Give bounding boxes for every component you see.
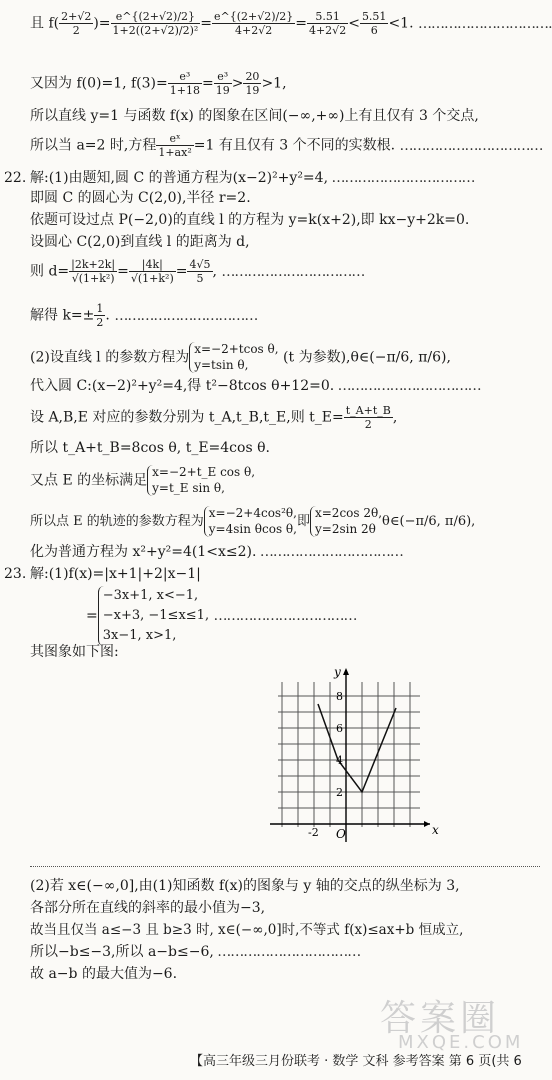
fraction: $\frac{5.51}{6}$ xyxy=(361,10,387,38)
q22-line-9: 设 A,B,E 对应的参数分别为 t_A,t_B,t_E,则 t_E= $\frac{t\_A+t\_B}{2}$ , xyxy=(30,404,398,432)
origin-label: O xyxy=(336,827,346,841)
text-line-3: 所以直线 y=1 与函数 f(x) 的图象在区间(−∞,+∞)上有且仅有 3 个交点, xyxy=(30,108,479,124)
y-axis-arrow xyxy=(343,668,349,675)
q22-line-2: 即圆 C 的圆心为 C(2,0),半径 r=2. xyxy=(30,190,251,206)
y-tick-2: 2 xyxy=(336,786,343,799)
y-tick-4: 4 xyxy=(336,754,343,767)
q23-piecewise: =−3x+1, x<−1, −x+3, −1≤x≤1, 3x−1, x>1, …………………………… xyxy=(86,586,357,646)
x-tick-neg2: -2 xyxy=(308,826,319,839)
fraction: $\frac{2+√2}{2}$ xyxy=(61,10,92,38)
q22-line-3: 依题可设过点 P(−2,0)的直线 l 的方程为 y=k(x+2),即 kx−y+2k=0. xyxy=(30,212,470,228)
fraction: $\frac{|2k+2k|}{\text{√(1+k²)}}$ xyxy=(71,258,116,286)
case-brace: x=2cos 2θ, y=2sin 2θ xyxy=(310,506,382,537)
q22-line-8: 代入圆 C:(x−2)²+y²=4,得 t²−8tcos θ+12=0. …………………………… xyxy=(30,378,481,395)
q23-line-2: 其图象如下图: xyxy=(30,644,119,660)
q22-line-1: 解:(1)由题知,圆 C 的普通方程为(x−2)²+y²=4, …………………………… xyxy=(30,170,474,187)
text: 且 f xyxy=(30,15,54,32)
q22-line-4: 设圆心 C(2,0)到直线 l 的距离为 d, xyxy=(30,234,250,250)
dotted-separator xyxy=(30,866,540,867)
case-brace: x=−2+4cos²θ, y=4sin θcos θ, xyxy=(204,506,297,537)
case-brace: −3x+1, x<−1, −x+3, −1≤x≤1, 3x−1, x>1, xyxy=(98,586,209,646)
watermark: 答案圈 xyxy=(380,998,501,1039)
question-23-number: 23. xyxy=(4,566,27,582)
fraction: $\frac{e\^{}\{(2+√2)/2\}}{4+2√2}$ xyxy=(214,10,294,38)
equation-line-2: 又因为 f(0)=1, f(3)= $\frac{\text{e³}}{1+18}$ = $\frac{\text{e³}}{19}$ > $\frac{20}{19}$ >1, xyxy=(30,70,287,98)
fraction: $\frac{1}{2}$ xyxy=(96,302,104,330)
case-brace: x=−2+tcos θ, y=tsin θ, xyxy=(189,342,278,373)
function-graph xyxy=(270,662,450,847)
fraction: $\frac{5.51}{4+2√2}$ xyxy=(308,10,347,38)
fraction: $\frac{\text{e³}}{19}$ xyxy=(215,70,230,98)
fraction: $\frac{t\_A+t\_B}{2}$ xyxy=(345,404,391,432)
watermark-url: MXQE.COM xyxy=(398,1032,524,1053)
question-22-number: 22. xyxy=(4,170,27,186)
q23-line-6: 所以−b≤−3,所以 a−b≤−6, …………………………… xyxy=(30,944,360,961)
fraction: $\frac{\text{eˣ}}{\text{1+ax²}}$ xyxy=(158,132,192,160)
case-brace: x=−2+t_E cos θ, y=t_E sin θ, xyxy=(147,465,255,496)
q22-line-10: 所以 t_A+t_B=8cos θ, t_E=4cos θ. xyxy=(30,440,270,456)
q22-line-13: 化为普通方程为 x²+y²=4(1<x≤2). …………………………… xyxy=(30,544,403,561)
q22-line-6: 解得 k=± $\frac{1}{2}$ . …………………………… xyxy=(30,302,257,329)
fraction: $\frac{20}{19}$ xyxy=(245,70,260,98)
q22-line-7: (2)设直线 l 的参数方程为x=−2+tcos θ, y=tsin θ, (t 为参数),θ∈(−π/6, π/6), xyxy=(30,342,451,372)
q22-line-12: 所以点 E 的轨迹的参数方程为x=−2+4cos²θ, y=4sin θcos θ,即x=2cos 2θ, y=2sin 2θ θ∈(−π/6, π/6), xyxy=(30,506,476,536)
fraction: $\frac{\text{e³}}{1+18}$ xyxy=(169,70,200,98)
q23-line-7: 故 a−b 的最大值为−6. xyxy=(30,966,178,982)
equation-line-1: 且 f( $\frac{2+√2}{2}$ )= $\frac{e\^{}\{(2+√2)/2\}}{\text{1+2((2+√2)/2)²}}$ = $\frac{e\^{}\{(2+√2)/2\}}{4+2√2}$ = $\frac{5.51}{4+2√2}$ < $\frac{5.51}{6}$ <1. …………………………… xyxy=(30,10,552,37)
q23-line-3: (2)若 x∈(−∞,0],由(1)知函数 f(x)的图象与 y 轴的交点的纵坐标为 3, xyxy=(30,878,460,894)
x-axis-label: x xyxy=(432,823,439,837)
q23-line-4: 各部分所在直线的斜率的最小值为−3, xyxy=(30,900,266,916)
equation-line-4: 所以当 a=2 时,方程 $\frac{\text{eˣ}}{\text{1+ax²}}$ =1 有且仅有 3 个不同的实数根. …………………………… xyxy=(30,132,543,159)
y-tick-6: 6 xyxy=(336,722,343,735)
q23-line-5: 故当且仅当 a≤−3 且 b≥3 时, x∈(−∞,0]时,不等式 f(x)≤ax+b 恒成立, xyxy=(30,922,464,938)
y-axis-label: y xyxy=(334,665,341,679)
q23-line-1: 解:(1)f(x)=|x+1|+2|x−1| xyxy=(30,566,201,582)
fraction: $\frac{|4k|}{\text{√(1+k²)}}$ xyxy=(130,258,174,286)
page-footer: 【高三年级三月份联考 · 数学 文科 参考答案 第 6 页(共 6 xyxy=(190,1054,522,1069)
q22-line-11: 又点 E 的坐标满足x=−2+t_E cos θ, y=t_E sin θ, xyxy=(30,465,256,495)
q22-line-5: 则 d= $\frac{|2k+2k|}{\text{√(1+k²)}}$ = $\frac{|4k|}{\text{√(1+k²)}}$ = $\frac{4√5}{5}$ , …………………………… xyxy=(30,258,364,285)
x-axis-arrow xyxy=(424,821,430,827)
y-tick-8: 8 xyxy=(336,690,343,703)
fraction: $\frac{e\^{}\{(2+√2)/2\}}{\text{1+2((2+√2)/2)²}}$ xyxy=(112,10,199,38)
fraction: $\frac{4√5}{5}$ xyxy=(189,258,211,286)
